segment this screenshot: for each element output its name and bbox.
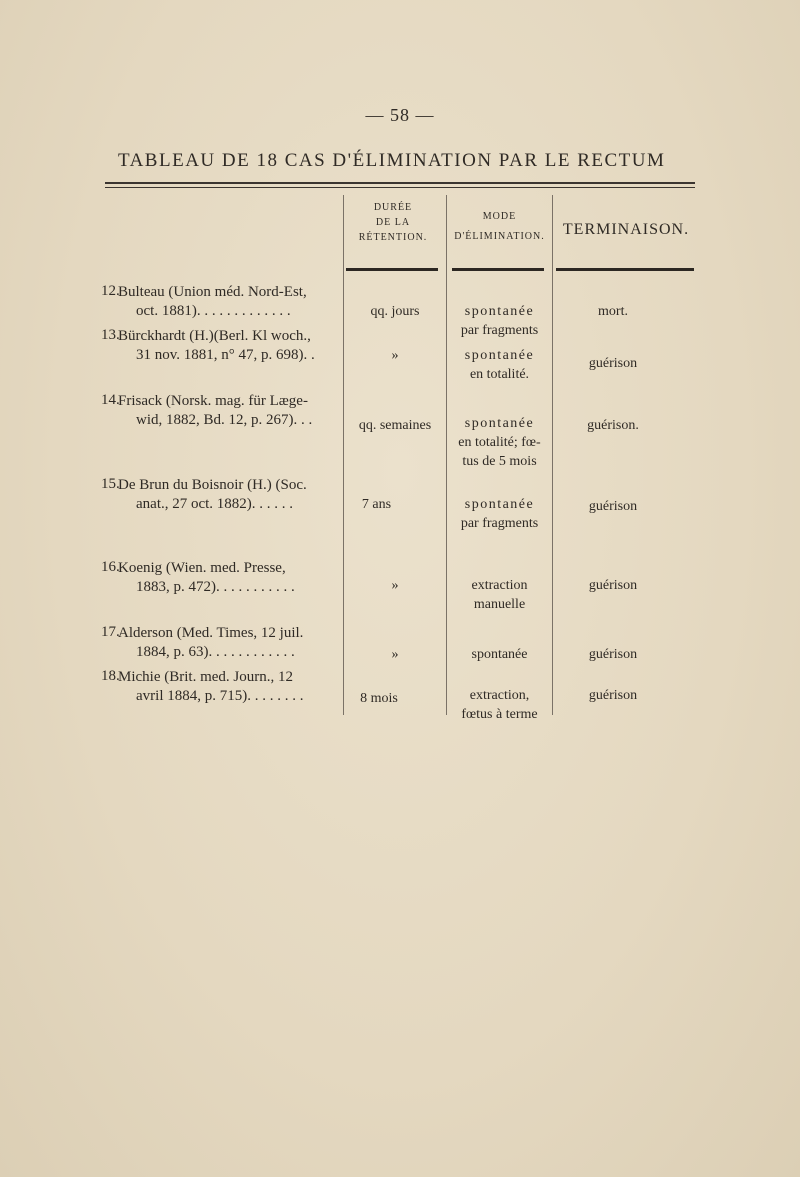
mode-line-1: spontanée	[464, 348, 535, 363]
case-reference	[118, 668, 344, 706]
case-reference	[118, 392, 344, 430]
title-rule-bottom	[105, 187, 695, 188]
case-number: 12.	[101, 283, 120, 299]
case-number: 16.	[101, 559, 120, 575]
case-reference	[118, 476, 344, 514]
case-reference-line-1: De Brun du Boisnoir (H.) (Soc.	[118, 477, 307, 493]
terminaison-cell: guérison	[588, 578, 638, 593]
mode-cell	[447, 414, 552, 471]
mode-line-1: spontanée	[471, 647, 528, 662]
duree-cell: 7 ans	[361, 497, 392, 512]
case-reference	[118, 283, 344, 321]
case-reference-line-1: Alderson (Med. Times, 12 juil.	[118, 625, 304, 641]
case-reference	[118, 327, 344, 365]
mode-cell	[447, 302, 552, 340]
terminaison-cell: guérison	[588, 499, 638, 514]
case-number: 14.	[101, 392, 120, 408]
header-duree-line-1: DURÉE	[373, 202, 413, 213]
case-reference-line-2: 31 nov. 1881, n° 47, p. 698). .	[136, 347, 315, 363]
mode-cell	[447, 346, 552, 384]
case-reference-line-2: 1884, p. 63). . . . . . . . . . . .	[136, 644, 295, 660]
terminaison-cell: guérison.	[587, 418, 639, 433]
table-title: TABLEAU DE 18 CAS D'ÉLIMINATION PAR LE RECTUM	[118, 150, 666, 171]
header-rule-duree	[346, 268, 438, 271]
header-duree	[343, 200, 443, 245]
header-mode	[447, 207, 552, 247]
header-duree-line-2: DE LA	[375, 217, 411, 228]
case-reference-line-1: Michie (Brit. med. Journ., 12	[118, 669, 293, 685]
case-reference-line-2: avril 1884, p. 715). . . . . . . .	[136, 688, 304, 704]
mode-line-1: spontanée	[464, 416, 535, 431]
duree-cell: »	[391, 647, 399, 662]
mode-cell	[447, 495, 552, 533]
header-mode-line-2: D'ÉLIMINATION.	[454, 231, 545, 242]
mode-line-2: manuelle	[473, 597, 526, 612]
case-reference-line-1: Koenig (Wien. med. Presse,	[118, 560, 286, 576]
terminaison-cell: guérison	[588, 647, 638, 662]
case-reference-line-2: 1883, p. 472). . . . . . . . . . .	[136, 579, 295, 595]
case-number: 13.	[101, 327, 120, 343]
header-rule-mode	[452, 268, 544, 271]
header-terminaison: TERMINAISON.	[562, 221, 690, 238]
terminaison-cell: mort.	[598, 304, 628, 319]
duree-cell: »	[391, 348, 399, 363]
header-mode-line-1: MODE	[482, 211, 517, 222]
mode-line-2: fœtus à terme	[461, 707, 538, 722]
case-number: 15.	[101, 476, 120, 492]
duree-cell: qq. semaines	[358, 418, 432, 433]
title-rule-top	[105, 182, 695, 184]
mode-cell	[447, 576, 552, 614]
terminaison-cell: guérison	[588, 688, 638, 703]
duree-cell: »	[391, 578, 399, 593]
page-number: — 58 —	[365, 105, 435, 125]
case-reference	[118, 624, 344, 662]
mode-line-1: spontanée	[464, 497, 535, 512]
duree-cell: 8 mois	[360, 691, 398, 706]
case-reference	[118, 559, 344, 597]
case-number: 17.	[101, 624, 120, 640]
case-reference-line-2: anat., 27 oct. 1882). . . . . .	[136, 496, 294, 512]
case-reference-line-1: Bürckhardt (H.)(Berl. Kl woch.,	[118, 328, 311, 344]
terminaison-cell: guérison	[588, 356, 638, 371]
case-reference-line-2: oct. 1881). . . . . . . . . . . . .	[136, 303, 291, 319]
case-number: 18.	[101, 668, 120, 684]
case-reference-line-2: wid, 1882, Bd. 12, p. 267). . .	[136, 412, 313, 428]
mode-line-2: par fragments	[460, 516, 539, 531]
mode-line-1: extraction	[471, 578, 528, 593]
mode-line-2: en totalité; fœ-	[458, 435, 541, 450]
mode-line-1: spontanée	[464, 304, 535, 319]
mode-line-2: par fragments	[460, 323, 539, 338]
case-reference-line-1: Frisack (Norsk. mag. für Læge-	[118, 393, 308, 409]
duree-cell: qq. jours	[370, 304, 420, 319]
header-duree-line-3: RÉTENTION.	[358, 232, 428, 243]
mode-line-3: tus de 5 mois	[462, 454, 537, 469]
mode-line-2: en totalité.	[469, 367, 530, 382]
mode-cell	[447, 645, 552, 664]
header-rule-terminaison	[556, 268, 694, 271]
column-divider-3	[552, 195, 553, 715]
case-reference-line-1: Bulteau (Union méd. Nord-Est,	[118, 284, 307, 300]
mode-line-1: extraction,	[469, 688, 530, 703]
mode-cell	[447, 686, 552, 724]
